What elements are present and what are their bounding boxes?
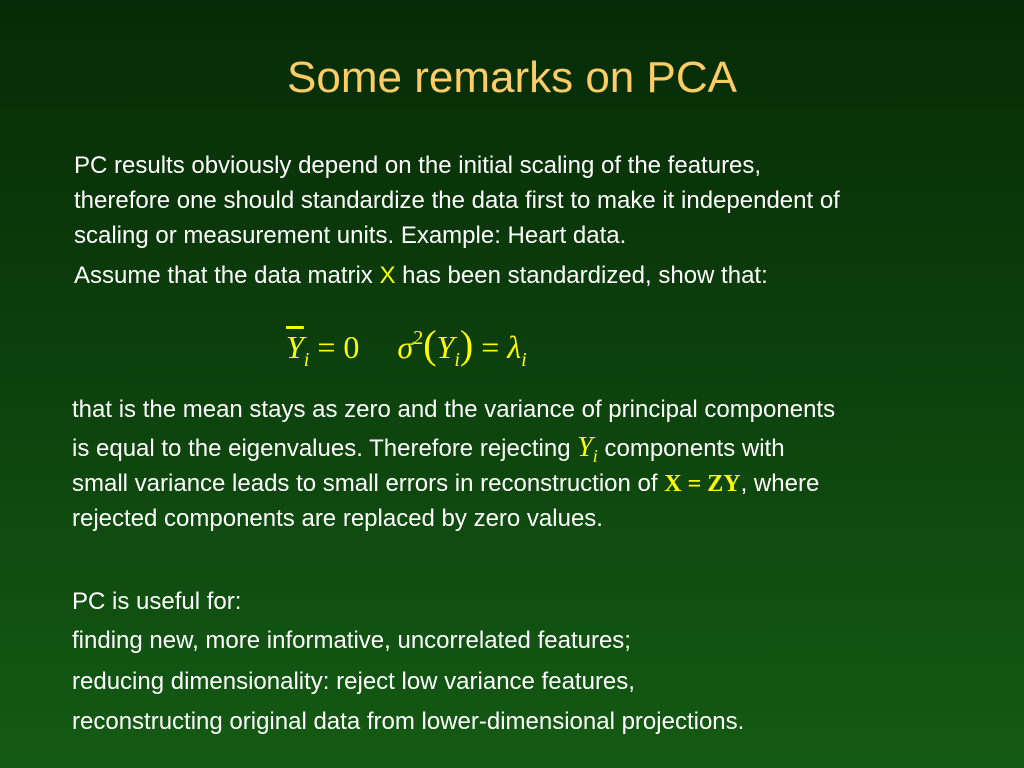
paragraph-line: scaling or measurement units. Example: Heart data. xyxy=(74,222,627,249)
variance-equals: = xyxy=(473,329,508,365)
uses-heading: PC is useful for: xyxy=(72,588,242,615)
paragraph-line: PC results obviously depend on the initial scaling of the features, xyxy=(74,152,762,179)
paragraph-text: small variance leads to small errors in reconstruction of xyxy=(72,470,665,497)
assume-statement xyxy=(74,258,768,294)
component-symbol: Y xyxy=(436,329,455,365)
list-item: reducing dimensionality: reject low variance features, xyxy=(72,668,635,695)
component-variable-subscript: i xyxy=(592,445,598,466)
paragraph-text: components with xyxy=(597,435,785,462)
matrix-variable: X xyxy=(379,262,396,289)
reconstruction-equation: X = ZY xyxy=(664,471,741,497)
formula xyxy=(286,314,527,384)
sigma-exponent: 2 xyxy=(413,327,424,349)
component-variable: Y xyxy=(577,432,593,463)
list-item: finding new, more informative, uncorrelated features; xyxy=(72,627,631,654)
mean-symbol: $\overline{Y}$ xyxy=(286,329,304,365)
paragraph-line xyxy=(72,466,819,502)
paragraph-text: is equal to the eigenvalues. Therefore rejecting xyxy=(72,435,578,462)
assume-text: Assume that the data matrix xyxy=(74,262,380,289)
slide-title: Some remarks on PCA xyxy=(287,53,737,102)
paragraph-line: that is the mean stays as zero and the variance of principal components xyxy=(72,396,836,423)
left-paren: ( xyxy=(423,322,437,367)
assume-text-end: has been standardized, show that: xyxy=(395,262,768,289)
component-subscript: i xyxy=(454,349,460,371)
lambda-symbol: λ xyxy=(507,329,522,365)
lambda-subscript: i xyxy=(521,349,527,371)
mean-equals: = 0 xyxy=(309,329,360,365)
paragraph-line: rejected components are replaced by zero values. xyxy=(72,505,603,532)
sigma-symbol: σ xyxy=(397,329,414,365)
right-paren: ) xyxy=(459,322,474,367)
paragraph-line: therefore one should standardize the data first to make it independent of xyxy=(74,187,840,214)
mean-subscript: i xyxy=(303,349,310,371)
list-item: reconstructing original data from lower-dimensional projections. xyxy=(72,708,745,735)
paragraph-text: , where xyxy=(740,470,820,497)
